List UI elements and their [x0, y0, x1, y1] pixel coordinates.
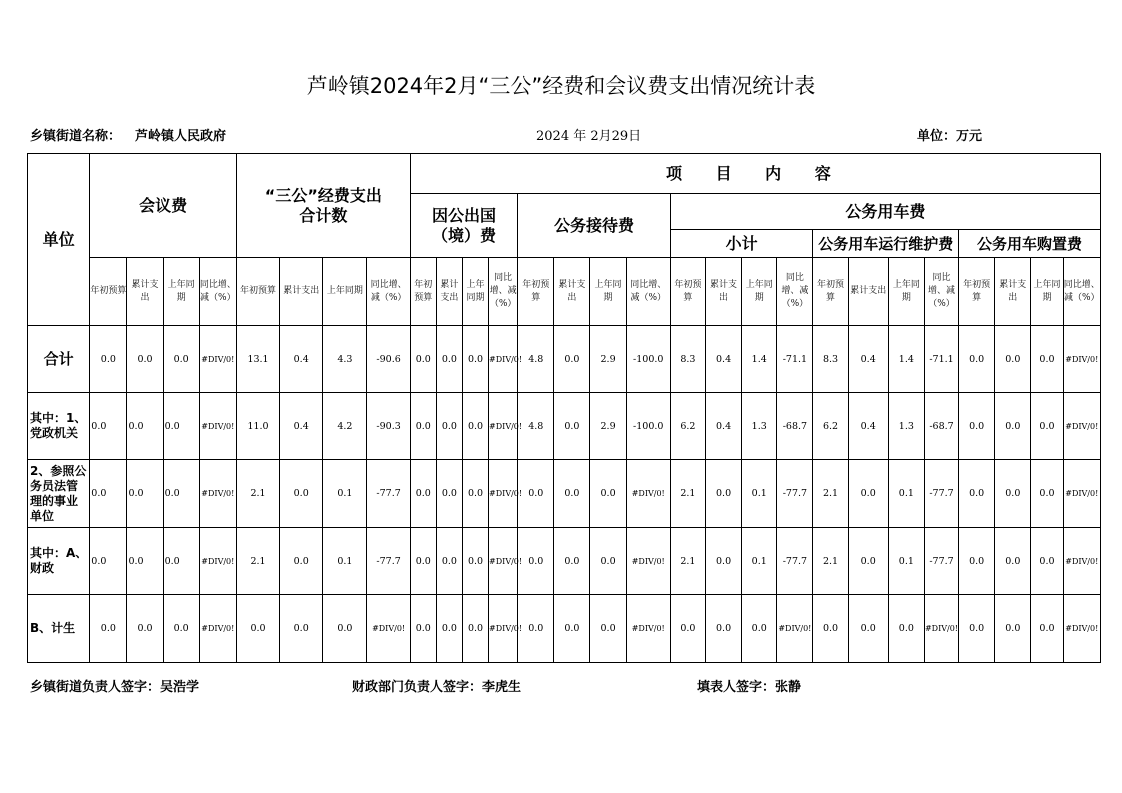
value-cell: 0.0 — [280, 528, 323, 595]
unit-label: 单位：万元 — [917, 129, 983, 144]
value-cell: 0.0 — [554, 326, 590, 393]
subheader-cell: 同比增、减（%） — [626, 258, 670, 326]
value-cell: 0.0 — [848, 460, 888, 528]
value-cell: -77.7 — [924, 528, 958, 595]
subheader-cell: 年初预算 — [813, 258, 848, 326]
value-cell: 0.0 — [436, 595, 462, 663]
value-cell: 1.4 — [742, 326, 777, 393]
value-cell: 0.0 — [590, 460, 626, 528]
value-cell: 0.0 — [518, 460, 554, 528]
row-label: 其中：A、财政 — [28, 528, 90, 595]
value-cell: 0.0 — [280, 460, 323, 528]
subheader-cell: 年初预算 — [670, 258, 705, 326]
value-cell: 2.1 — [236, 460, 279, 528]
value-cell: 2.9 — [590, 326, 626, 393]
value-cell: 0.0 — [518, 528, 554, 595]
value-cell: 0.0 — [280, 595, 323, 663]
value-cell: #DIV/0! — [626, 528, 670, 595]
row-label: 其中：1、党政机关 — [28, 393, 90, 460]
value-cell: #DIV/0! — [199, 460, 236, 528]
value-cell: 0.0 — [163, 393, 199, 460]
value-cell: -77.7 — [367, 460, 410, 528]
table-row — [28, 460, 1101, 528]
value-cell: 0.0 — [163, 528, 199, 595]
value-cell: 0.0 — [848, 528, 888, 595]
value-cell: 0.0 — [742, 595, 777, 663]
value-cell: -100.0 — [626, 393, 670, 460]
value-cell: -77.7 — [367, 528, 410, 595]
subheader-cell: 年初预算 — [518, 258, 554, 326]
value-cell: 0.1 — [323, 528, 367, 595]
subheader-cell: 年初预算 — [410, 258, 436, 326]
value-cell: 0.0 — [323, 595, 367, 663]
header-abroad: 因公出国（境）费 — [410, 194, 517, 258]
value-cell: 0.0 — [554, 595, 590, 663]
value-cell: #DIV/0! — [626, 460, 670, 528]
value-cell: 0.0 — [410, 460, 436, 528]
value-cell: 0.0 — [462, 460, 488, 528]
value-cell: #DIV/0! — [1063, 460, 1100, 528]
value-cell: 0.0 — [127, 460, 163, 528]
row-label: 合计 — [28, 326, 90, 393]
value-cell: #DIV/0! — [199, 393, 236, 460]
value-cell: 0.0 — [236, 595, 279, 663]
value-cell: 0.0 — [127, 595, 163, 663]
value-cell: 1.3 — [888, 393, 924, 460]
value-cell: 0.0 — [959, 460, 995, 528]
value-cell: 0.0 — [848, 595, 888, 663]
value-cell: 11.0 — [236, 393, 279, 460]
value-cell: 0.0 — [705, 595, 741, 663]
value-cell: 0.0 — [436, 460, 462, 528]
value-cell: 0.0 — [995, 460, 1031, 528]
subheader-cell: 上年同期 — [742, 258, 777, 326]
value-cell: 0.0 — [127, 326, 163, 393]
value-cell: 0.4 — [705, 393, 741, 460]
value-cell: 0.0 — [163, 595, 199, 663]
header-sangong — [236, 154, 410, 258]
subheader-cell: 同比增、减（%） — [199, 258, 236, 326]
value-cell: -77.7 — [924, 460, 958, 528]
value-cell: -100.0 — [626, 326, 670, 393]
value-cell: 0.0 — [410, 326, 436, 393]
value-cell: 0.0 — [1031, 528, 1063, 595]
value-cell: #DIV/0! — [489, 528, 518, 595]
header-unit: 单位 — [28, 154, 90, 326]
subheader-cell: 上年同期 — [462, 258, 488, 326]
value-cell: 0.0 — [705, 460, 741, 528]
value-cell: -68.7 — [924, 393, 958, 460]
subheader-cell: 上年同期 — [323, 258, 367, 326]
value-cell: #DIV/0! — [489, 393, 518, 460]
subheader-cell: 累计支出 — [848, 258, 888, 326]
value-cell: 0.1 — [742, 460, 777, 528]
value-cell: -90.3 — [367, 393, 410, 460]
value-cell: 0.0 — [1031, 326, 1063, 393]
subheader-cell: 上年同期 — [590, 258, 626, 326]
value-cell: 0.0 — [90, 528, 127, 595]
value-cell: 0.0 — [554, 528, 590, 595]
region-label: 乡镇街道名称： — [30, 129, 122, 144]
value-cell: 0.0 — [959, 393, 995, 460]
row-label: B、计生 — [28, 595, 90, 663]
value-cell: 4.8 — [518, 393, 554, 460]
value-cell: 0.4 — [280, 393, 323, 460]
value-cell: 0.0 — [554, 460, 590, 528]
value-cell: -71.1 — [777, 326, 813, 393]
value-cell: 0.0 — [163, 460, 199, 528]
value-cell: #DIV/0! — [1063, 528, 1100, 595]
value-cell: 0.0 — [813, 595, 848, 663]
sign-town-head: 乡镇街道负责人签字：吴浩学 — [30, 680, 200, 695]
value-cell: #DIV/0! — [626, 595, 670, 663]
value-cell: 0.0 — [90, 595, 127, 663]
value-cell: 0.0 — [462, 326, 488, 393]
value-cell: 0.0 — [1031, 460, 1063, 528]
value-cell: 0.4 — [705, 326, 741, 393]
header-car: 公务用车费 — [670, 194, 1100, 230]
value-cell: #DIV/0! — [367, 595, 410, 663]
table-row — [28, 393, 1101, 460]
value-cell: 0.0 — [959, 595, 995, 663]
subheader-cell: 上年同期 — [1031, 258, 1063, 326]
page-title: 芦岭镇2024年2月“三公”经费和会议费支出情况统计表 — [306, 74, 816, 98]
subheader-cell: 上年同期 — [163, 258, 199, 326]
header-car-buy: 公务用车购置费 — [959, 230, 1101, 258]
sign-finance-head: 财政部门负责人签字：李虎生 — [352, 680, 522, 695]
value-cell: 0.0 — [462, 528, 488, 595]
value-cell: 8.3 — [813, 326, 848, 393]
value-cell: 0.0 — [163, 326, 199, 393]
header-sangong-line1: “三公”经费支出 — [264, 185, 382, 205]
subheader-cell: 上年同期 — [888, 258, 924, 326]
value-cell: 6.2 — [813, 393, 848, 460]
subheader-cell: 累计支出 — [280, 258, 323, 326]
subheader-cell: 同比增、减（%） — [367, 258, 410, 326]
header-car-run: 公务用车运行维护费 — [813, 230, 959, 258]
value-cell: 0.0 — [959, 528, 995, 595]
value-cell: 0.4 — [280, 326, 323, 393]
value-cell: 0.0 — [127, 393, 163, 460]
header-meeting: 会议费 — [90, 154, 237, 258]
value-cell: 0.0 — [705, 528, 741, 595]
value-cell: #DIV/0! — [1063, 393, 1100, 460]
subheader-cell: 累计支出 — [554, 258, 590, 326]
header-project: 项 目 内 容 — [410, 154, 1100, 194]
value-cell: 0.0 — [518, 595, 554, 663]
value-cell: 0.0 — [995, 528, 1031, 595]
value-cell: 0.0 — [554, 393, 590, 460]
subheader-cell: 年初预算 — [236, 258, 279, 326]
header-subtotal: 小计 — [670, 230, 813, 258]
value-cell: 2.1 — [236, 528, 279, 595]
value-cell: 2.9 — [590, 393, 626, 460]
row-label: 2、参照公务员法管理的事业单位 — [28, 460, 90, 528]
value-cell: 0.0 — [959, 326, 995, 393]
subheader-cell: 同比增、减（%） — [777, 258, 813, 326]
value-cell: #DIV/0! — [489, 326, 518, 393]
subheader-cell: 同比增、减（%） — [1063, 258, 1100, 326]
value-cell: 0.0 — [1031, 393, 1063, 460]
value-cell: 0.1 — [888, 460, 924, 528]
value-cell: 0.0 — [888, 595, 924, 663]
table-row — [28, 595, 1101, 663]
value-cell: 6.2 — [670, 393, 705, 460]
value-cell: #DIV/0! — [1063, 326, 1100, 393]
value-cell: 0.0 — [127, 528, 163, 595]
value-cell: 0.4 — [848, 393, 888, 460]
subheader-cell: 累计支出 — [127, 258, 163, 326]
value-cell: 2.1 — [670, 460, 705, 528]
value-cell: #DIV/0! — [1063, 595, 1100, 663]
value-cell: 1.3 — [742, 393, 777, 460]
value-cell: -77.7 — [777, 460, 813, 528]
value-cell: #DIV/0! — [199, 595, 236, 663]
value-cell: 0.0 — [410, 595, 436, 663]
subheader-cell: 同比增、减（%） — [489, 258, 518, 326]
value-cell: #DIV/0! — [489, 595, 518, 663]
value-cell: 0.0 — [410, 393, 436, 460]
value-cell: 2.1 — [813, 460, 848, 528]
region-value: 芦岭镇人民政府 — [135, 129, 227, 144]
value-cell: 0.0 — [436, 393, 462, 460]
value-cell: 4.2 — [323, 393, 367, 460]
value-cell: 0.0 — [995, 393, 1031, 460]
value-cell: 0.0 — [995, 326, 1031, 393]
value-cell: 0.0 — [590, 528, 626, 595]
value-cell: 0.0 — [90, 460, 127, 528]
value-cell: 2.1 — [670, 528, 705, 595]
subheader-cell: 累计支出 — [995, 258, 1031, 326]
subheader-cell: 年初预算 — [90, 258, 127, 326]
table-row — [28, 326, 1101, 393]
value-cell: 0.0 — [90, 326, 127, 393]
value-cell: 0.0 — [90, 393, 127, 460]
value-cell: 0.0 — [590, 595, 626, 663]
value-cell: 0.0 — [1031, 595, 1063, 663]
subheader-cell: 累计支出 — [436, 258, 462, 326]
value-cell: 1.4 — [888, 326, 924, 393]
value-cell: -90.6 — [367, 326, 410, 393]
value-cell: 2.1 — [813, 528, 848, 595]
report-date: 2024 年 2月29日 — [536, 129, 642, 144]
value-cell: #DIV/0! — [489, 460, 518, 528]
subheader-cell: 年初预算 — [959, 258, 995, 326]
value-cell: #DIV/0! — [924, 595, 958, 663]
value-cell: 4.8 — [518, 326, 554, 393]
value-cell: 0.4 — [848, 326, 888, 393]
value-cell: 8.3 — [670, 326, 705, 393]
subheader-cell: 同比增、减（%） — [924, 258, 958, 326]
value-cell: #DIV/0! — [777, 595, 813, 663]
subheader-cell: 累计支出 — [705, 258, 741, 326]
value-cell: 4.3 — [323, 326, 367, 393]
value-cell: -77.7 — [777, 528, 813, 595]
value-cell: 0.1 — [323, 460, 367, 528]
value-cell: 0.0 — [410, 528, 436, 595]
value-cell: 0.0 — [462, 595, 488, 663]
value-cell: 0.0 — [670, 595, 705, 663]
value-cell: 0.1 — [742, 528, 777, 595]
value-cell: -71.1 — [924, 326, 958, 393]
statistics-table — [27, 153, 1101, 663]
value-cell: #DIV/0! — [199, 528, 236, 595]
value-cell: #DIV/0! — [199, 326, 236, 393]
header-sangong-line2: 合计数 — [299, 205, 348, 225]
table-row — [28, 528, 1101, 595]
value-cell: 0.1 — [888, 528, 924, 595]
value-cell: 0.0 — [436, 326, 462, 393]
value-cell: -68.7 — [777, 393, 813, 460]
header-reception: 公务接待费 — [518, 194, 671, 258]
sign-filler: 填表人签字：张静 — [697, 680, 802, 695]
value-cell: 0.0 — [462, 393, 488, 460]
value-cell: 0.0 — [995, 595, 1031, 663]
value-cell: 0.0 — [436, 528, 462, 595]
value-cell: 13.1 — [236, 326, 279, 393]
